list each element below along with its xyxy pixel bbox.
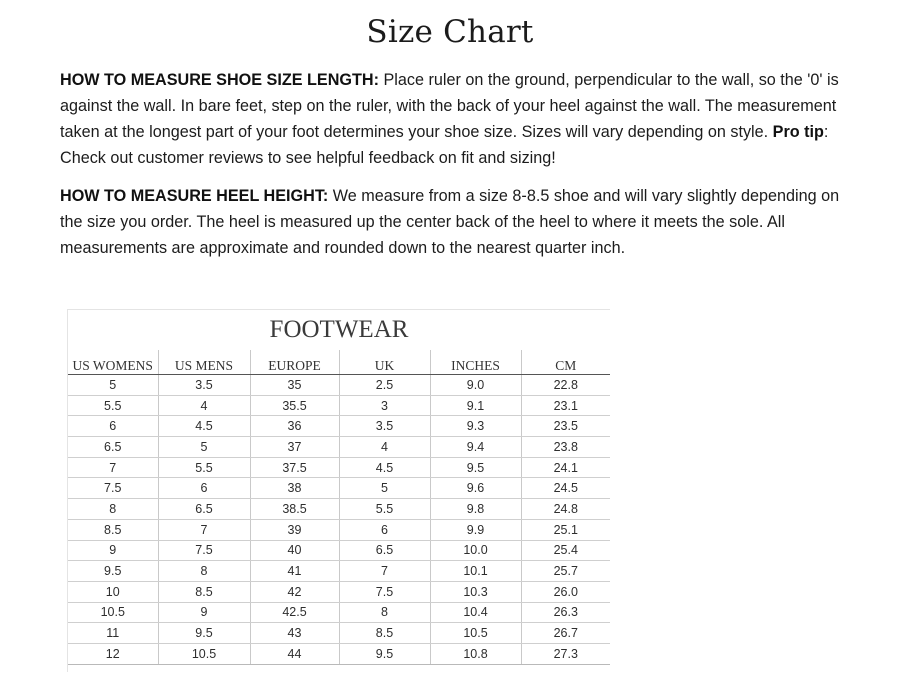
pro-tip-label: Pro tip [772, 123, 824, 141]
table-cell-cm: 26.7 [521, 623, 610, 644]
table-row [68, 478, 610, 499]
table-cell-us-womens: 6 [68, 416, 158, 437]
table-cell-uk: 3 [339, 395, 430, 416]
table-cell-us-womens: 7.5 [68, 478, 158, 499]
shoe-length-heading: HOW TO MEASURE SHOE SIZE LENGTH: [60, 71, 379, 89]
table-header-row [68, 350, 610, 375]
table-cell-us-mens: 4.5 [158, 416, 250, 437]
table-cell-cm: 25.7 [521, 561, 610, 582]
footwear-size-table [68, 350, 610, 665]
table-cell-us-womens: 9.5 [68, 561, 158, 582]
table-cell-uk: 8.5 [339, 623, 430, 644]
table-cell-uk: 9.5 [339, 643, 430, 664]
table-cell-inches: 9.4 [430, 437, 521, 458]
page-title: Size Chart [366, 14, 534, 50]
table-cell-us-womens: 8.5 [68, 519, 158, 540]
heel-height-text: We measure from a size 8-8.5 shoe and will vary slightly depending on the size you order. The heel is measured up the center back of the heel to where it meets the sole. All measurements are approximate and rounded down to the nearest quarter inch. [60, 187, 840, 257]
table-cell-us-mens: 10.5 [158, 643, 250, 664]
table-cell-inches: 10.4 [430, 602, 521, 623]
table-cell-europe: 42 [250, 581, 339, 602]
table-cell-us-mens: 9 [158, 602, 250, 623]
table-cell-uk: 6 [339, 519, 430, 540]
table-cell-cm: 24.5 [521, 478, 610, 499]
table-cell-europe: 37.5 [250, 457, 339, 478]
table-row [68, 416, 610, 437]
table-cell-cm: 26.3 [521, 602, 610, 623]
table-cell-inches: 10.8 [430, 643, 521, 664]
footwear-chart-title: FOOTWEAR [269, 316, 409, 343]
table-cell-cm: 24.1 [521, 457, 610, 478]
table-cell-us-mens: 7 [158, 519, 250, 540]
table-cell-europe: 35 [250, 375, 339, 396]
table-cell-europe: 38.5 [250, 499, 339, 520]
table-cell-inches: 9.8 [430, 499, 521, 520]
table-cell-europe: 41 [250, 561, 339, 582]
table-cell-inches: 9.1 [430, 395, 521, 416]
table-cell-uk: 5 [339, 478, 430, 499]
table-cell-uk: 5.5 [339, 499, 430, 520]
table-row [68, 602, 610, 623]
table-row [68, 437, 610, 458]
table-cell-uk: 7.5 [339, 581, 430, 602]
table-cell-uk: 3.5 [339, 416, 430, 437]
table-row [68, 395, 610, 416]
pro-tip-text: : Check out customer reviews to see helpful feedback on fit and sizing! [60, 123, 829, 167]
table-cell-cm: 26.0 [521, 581, 610, 602]
table-cell-us-womens: 12 [68, 643, 158, 664]
table-cell-us-mens: 6.5 [158, 499, 250, 520]
table-cell-europe: 39 [250, 519, 339, 540]
table-cell-us-mens: 9.5 [158, 623, 250, 644]
table-row [68, 643, 610, 664]
table-row [68, 540, 610, 561]
table-cell-inches: 9.3 [430, 416, 521, 437]
table-row [68, 457, 610, 478]
table-cell-cm: 23.1 [521, 395, 610, 416]
table-body [68, 375, 610, 665]
table-cell-uk: 6.5 [339, 540, 430, 561]
table-cell-europe: 44 [250, 643, 339, 664]
column-header-europe: EUROPE [250, 350, 339, 375]
table-cell-cm: 24.8 [521, 499, 610, 520]
table-cell-us-mens: 5.5 [158, 457, 250, 478]
table-cell-europe: 37 [250, 437, 339, 458]
table-cell-uk: 4.5 [339, 457, 430, 478]
table-cell-us-mens: 4 [158, 395, 250, 416]
table-cell-europe: 35.5 [250, 395, 339, 416]
shoe-length-text: Place ruler on the ground, perpendicular to the wall, so the '0' is against the wall. In bare feet, step on the ruler, with the back of your heel against the wall. The measurement taken at the longest part of your foot determines your shoe size. Sizes will vary depending on style. [60, 71, 839, 141]
table-row [68, 581, 610, 602]
table-row [68, 561, 610, 582]
table-cell-us-mens: 7.5 [158, 540, 250, 561]
column-header-inches: INCHES [430, 350, 521, 375]
table-cell-inches: 9.5 [430, 457, 521, 478]
table-cell-europe: 42.5 [250, 602, 339, 623]
column-header-uk: UK [339, 350, 430, 375]
table-cell-us-mens: 8.5 [158, 581, 250, 602]
table-row [68, 623, 610, 644]
table-cell-us-womens: 11 [68, 623, 158, 644]
table-cell-us-mens: 8 [158, 561, 250, 582]
table-cell-uk: 2.5 [339, 375, 430, 396]
table-cell-us-womens: 7 [68, 457, 158, 478]
table-cell-inches: 9.0 [430, 375, 521, 396]
table-cell-uk: 7 [339, 561, 430, 582]
column-header-us-mens: US MENS [158, 350, 250, 375]
table-cell-inches: 10.5 [430, 623, 521, 644]
table-cell-inches: 9.9 [430, 519, 521, 540]
table-cell-cm: 22.8 [521, 375, 610, 396]
column-header-us-womens: US WOMENS [68, 350, 158, 375]
table-cell-cm: 23.5 [521, 416, 610, 437]
table-cell-us-womens: 10.5 [68, 602, 158, 623]
table-cell-inches: 9.6 [430, 478, 521, 499]
table-cell-us-mens: 3.5 [158, 375, 250, 396]
table-row [68, 375, 610, 396]
table-cell-us-mens: 6 [158, 478, 250, 499]
table-cell-europe: 43 [250, 623, 339, 644]
table-cell-us-womens: 10 [68, 581, 158, 602]
table-cell-cm: 25.1 [521, 519, 610, 540]
shoe-length-instructions [60, 67, 850, 171]
table-row [68, 519, 610, 540]
table-cell-cm: 25.4 [521, 540, 610, 561]
table-cell-europe: 40 [250, 540, 339, 561]
table-cell-uk: 8 [339, 602, 430, 623]
table-cell-inches: 10.3 [430, 581, 521, 602]
heel-height-heading: HOW TO MEASURE HEEL HEIGHT: [60, 187, 329, 205]
column-header-cm: CM [521, 350, 610, 375]
table-cell-inches: 10.1 [430, 561, 521, 582]
table-cell-cm: 27.3 [521, 643, 610, 664]
table-cell-uk: 4 [339, 437, 430, 458]
table-cell-us-mens: 5 [158, 437, 250, 458]
table-cell-us-womens: 6.5 [68, 437, 158, 458]
footwear-size-chart [67, 309, 610, 672]
table-row [68, 499, 610, 520]
table-cell-us-womens: 5 [68, 375, 158, 396]
table-cell-us-womens: 8 [68, 499, 158, 520]
table-cell-inches: 10.0 [430, 540, 521, 561]
table-cell-us-womens: 5.5 [68, 395, 158, 416]
heel-height-instructions [60, 183, 850, 261]
table-cell-cm: 23.8 [521, 437, 610, 458]
table-cell-europe: 36 [250, 416, 339, 437]
table-cell-europe: 38 [250, 478, 339, 499]
table-cell-us-womens: 9 [68, 540, 158, 561]
